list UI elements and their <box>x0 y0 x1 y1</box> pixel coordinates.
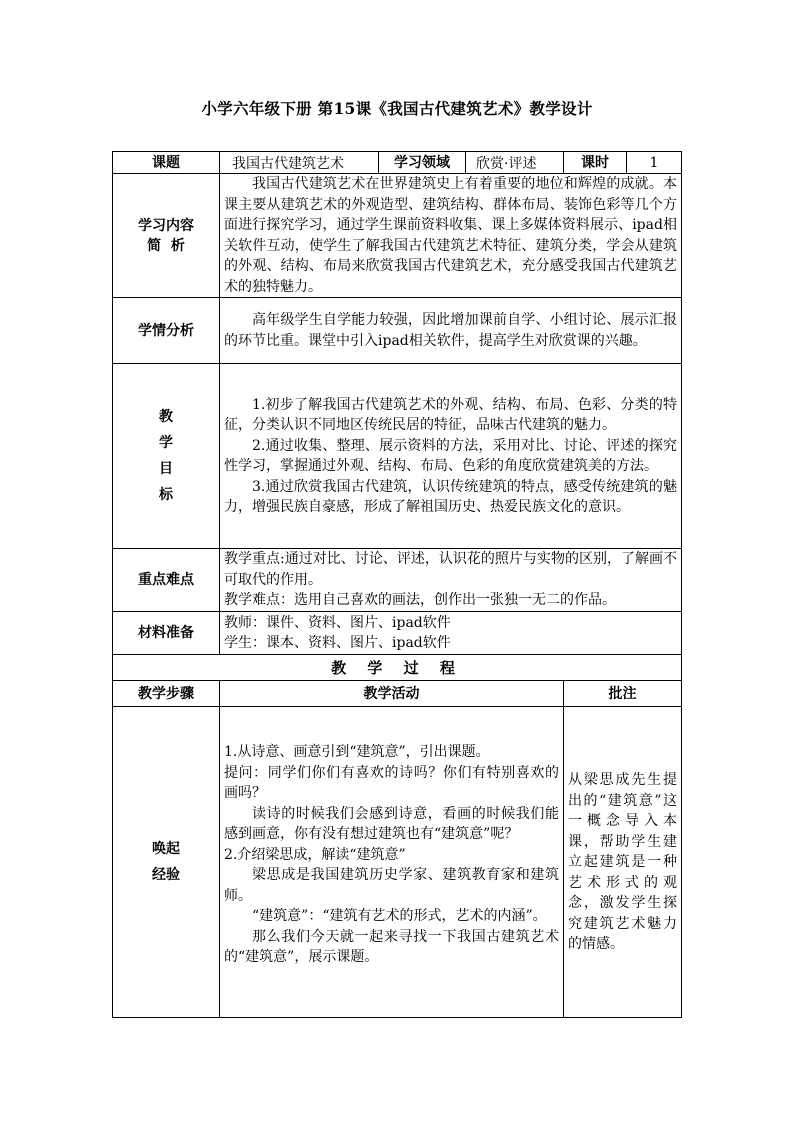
domain-label: 学习领域 <box>379 152 466 174</box>
content-analysis-label-line1: 学习内容 <box>138 217 194 234</box>
materials-row <box>113 612 682 655</box>
process-note-text: 从梁思成先生提出的“建筑意”这一概念导入本课，帮助学生建立起建筑是一种艺术形式的观念，激发学生探究建筑艺术魅力的情感。 <box>568 772 678 953</box>
hours-label: 课时 <box>564 152 627 174</box>
teacher-materials: 教师：课件、资料、图片、ipad软件 <box>224 614 451 631</box>
objectives-label-char-3: 目 <box>159 461 173 477</box>
process-header-step: 教学步骤 <box>113 681 220 707</box>
content-analysis-row <box>113 174 682 298</box>
topic-label: 课题 <box>113 152 220 174</box>
topic-value: 我国古代建筑艺术 <box>220 152 379 174</box>
process-step-label-line2: 经验 <box>152 867 180 883</box>
document-title: 小学六年级下册 第15课《我国古代建筑艺术》教学设计 <box>201 99 593 118</box>
domain-value: 欣赏·评述 <box>466 152 564 174</box>
key-points-row <box>113 549 682 612</box>
content-analysis-label-line2: 简 析 <box>147 237 185 254</box>
student-materials: 学生：课本、资料、图片、ipad软件 <box>224 635 451 651</box>
objectives-row <box>113 364 682 549</box>
info-row <box>113 152 682 174</box>
activity-line: 那么我们今天就一起来寻找一下我国古建筑艺术的“建筑意”，展示课题。 <box>224 928 560 966</box>
process-activity <box>220 707 564 1018</box>
lesson-plan-table <box>112 151 682 1018</box>
process-header-note: 批注 <box>564 681 682 707</box>
content-analysis-paragraph: 我国古代建筑艺术在世界建筑史上有着重要的地位和辉煌的成就。本课主要从建筑艺术的外观造型、建筑结构、群体布局、装饰色彩等几个方面进行探究学习，通过学生课前资料收集、课上多媒体资料展示、ipad相关软件互动，使学生了解我国古代建筑艺术特征、建筑分类，学会从建筑的外观、结构、布局来欣赏我国古代建筑艺术，充分感受我国古代建筑艺术的独特魅力。 <box>224 176 678 295</box>
process-title-row <box>113 655 682 681</box>
student-analysis-paragraph: 高年级学生自学能力较强，因此增加课前自学、小组讨论、展示汇报的环节比重。课堂中引入ipad相关软件，提高学生对欣赏课的兴趣。 <box>224 312 678 349</box>
student-analysis-row <box>113 298 682 364</box>
process-header-activity: 教学活动 <box>220 681 564 707</box>
teaching-focus: 教学重点:通过对比、讨论、评述，认识花的照片与实物的区别，了解画不可取代的作用。 <box>224 551 678 588</box>
key-points-text <box>220 549 682 612</box>
hours-value: 1 <box>627 152 682 174</box>
objectives-label-char-2: 学 <box>159 435 173 451</box>
process-title: 教 学 过 程 <box>113 655 682 681</box>
objectives-label-char-1: 教 <box>159 409 173 425</box>
process-note <box>564 707 682 1018</box>
process-step-label-line1: 唤起 <box>152 841 180 857</box>
activity-line: 读诗的时候我们会感到诗意，看画的时候我们能感到画意，你有没有想过建筑也有“建筑意”呢？ <box>224 805 560 843</box>
content-analysis-text <box>220 174 682 298</box>
objective-item: 1.初步了解我国古代建筑艺术的外观、结构、布局、色彩、分类的特征，分类认识不同地区传统民居的特征，品味古代建筑的魅力。 <box>224 396 678 433</box>
content-analysis-label <box>113 174 220 298</box>
activity-line: 提问：同学们你们有喜欢的诗吗？你们有特别喜欢的画吗？ <box>224 764 560 802</box>
activity-line: 2.介绍梁思成，解读“建筑意” <box>224 846 406 863</box>
teaching-difficulty: 教学难点：选用自己喜欢的画法，创作出一张独一无二的作品。 <box>224 592 616 609</box>
student-analysis-label: 学情分析 <box>113 298 220 364</box>
objectives-text <box>220 364 682 549</box>
process-step-label <box>113 707 220 1018</box>
process-header-row <box>113 681 682 707</box>
activity-line: 1.从诗意、画意引到“建筑意”，引出课题。 <box>224 744 490 761</box>
objectives-label-char-4: 标 <box>159 487 173 503</box>
materials-label: 材料准备 <box>113 612 220 655</box>
objectives-label <box>113 364 220 549</box>
objective-item: 2.通过收集、整理、展示资料的方法，采用对比、讨论、评述的探究性学习，掌握通过外观、结构、布局、色彩的角度欣赏建筑美的方法。 <box>224 437 678 474</box>
process-step-row <box>113 707 682 1018</box>
student-analysis-text <box>220 298 682 364</box>
materials-text <box>220 612 682 655</box>
activity-line: “建筑意”：“建筑有艺术的形式，艺术的内涵”。 <box>252 908 547 925</box>
activity-line: 梁思成是我国建筑历史学家、建筑教育家和建筑师。 <box>224 867 560 904</box>
key-points-label: 重点难点 <box>113 549 220 612</box>
objective-item: 3.通过欣赏我国古代建筑，认识传统建筑的特点，感受传统建筑的魅力，增强民族自豪感，形成了解祖国历史、热爱民族文化的意识。 <box>224 478 678 515</box>
